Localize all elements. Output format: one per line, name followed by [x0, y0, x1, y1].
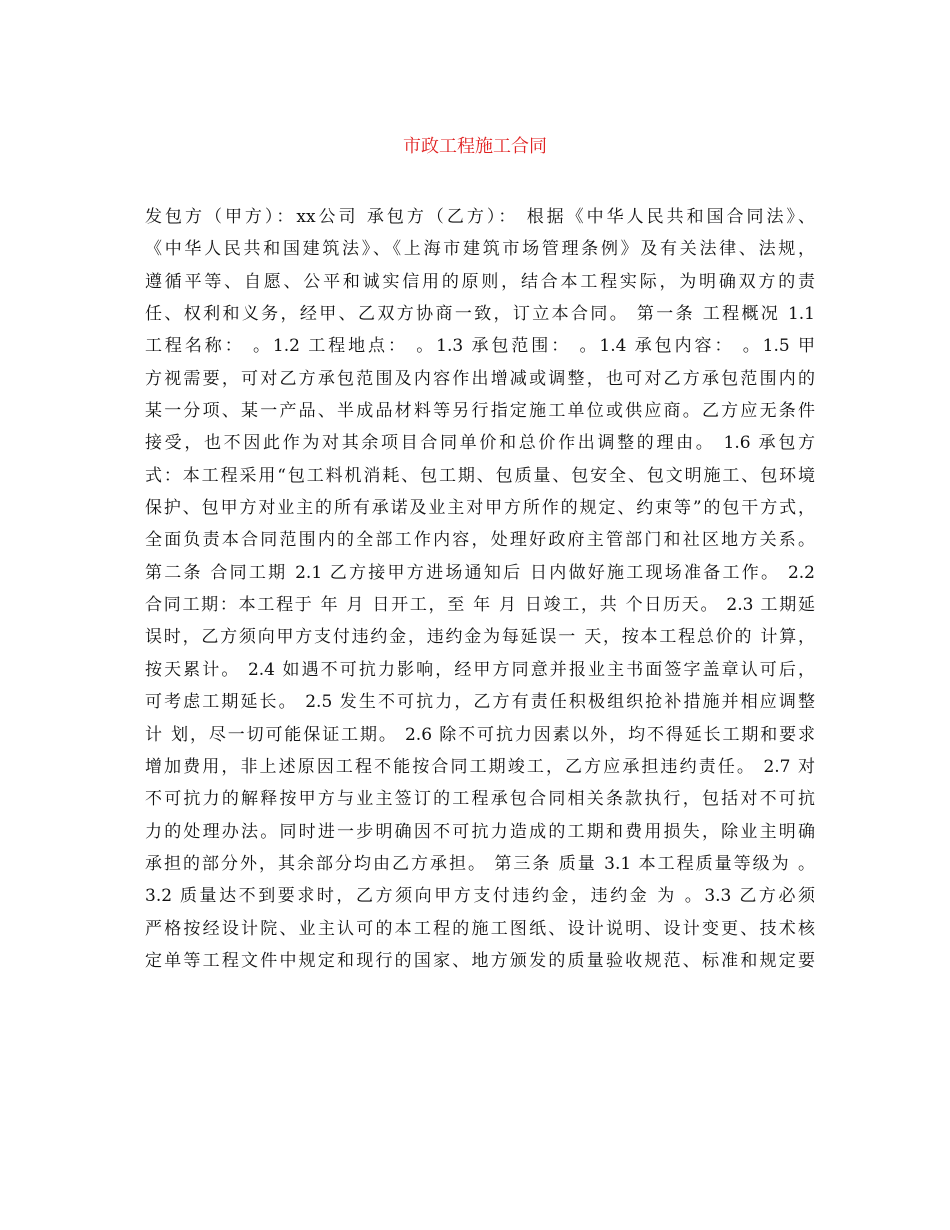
body-line: 任、权利和义务，经甲、乙双方协商一致，订立本合同。 第一条 工程概况 1.1 — [145, 304, 815, 325]
body-line: 按天累计。 2.4 如遇不可抗力影响，经甲方同意并报业主书面签字盖章认可后， — [145, 659, 815, 680]
body-line: 第二条 合同工期 2.1 乙方接甲方进场通知后 日内做好施工现场准备工作。 2.2 — [145, 562, 815, 583]
body-line: 不可抗力的解释按甲方与业主签订的工程承包合同相关条款执行，包括对不可抗 — [145, 789, 815, 810]
body-line: 《中华人民共和国建筑法》、《上海市建筑市场管理条例》及有关法律、法规， — [145, 239, 815, 260]
body-line: 3.2 质量达不到要求时，乙方须向甲方支付违约金，违约金 为 。3.3 乙方必须 — [145, 886, 815, 907]
body-line: 发包方（甲方）：xx公司 承包方（乙方）： 根据《中华人民共和国合同法》、 — [145, 207, 815, 227]
body-line: 定单等工程文件中规定和现行的国家、地方颁发的质量验收规范、标准和规定要 — [145, 950, 815, 971]
body-line: 方视需要，可对乙方承包范围及内容作出增减或调整，也可对乙方承包范围内的 — [145, 368, 815, 389]
body-line: 工程名称： 。1.2 工程地点： 。1.3 承包范围： 。1.4 承包内容： 。1.5 甲 — [145, 336, 815, 357]
body-line: 误时，乙方须向甲方支付违约金，违约金为每延误一 天，按本工程总价的 计算， — [145, 627, 815, 648]
body-line: 增加费用，非上述原因工程不能按合同工期竣工，乙方应承担违约责任。 2.7 对 — [145, 756, 815, 777]
contract-body — [145, 201, 815, 977]
body-line: 接受，也不因此作为对其余项目合同单价和总价作出调整的理由。 1.6 承包方 — [145, 433, 815, 454]
body-line: 计 划，尽一切可能保证工期。 2.6 除不可抗力因素以外，均不得延长工期和要求 — [145, 724, 815, 745]
body-line: 严格按经设计院、业主认可的本工程的施工图纸、设计说明、设计变更、技术核 — [145, 918, 815, 939]
body-line: 合同工期：本工程于 年 月 日开工，至 年 月 日竣工，共 个日历天。 2.3 工期延 — [145, 595, 815, 616]
document-title: 市政工程施工合同 — [403, 136, 547, 157]
body-line: 式：本工程采用“包工料机消耗、包工期、包质量、包安全、包文明施工、包环境 — [145, 465, 815, 486]
body-line: 全面负责本合同范围内的全部工作内容，处理好政府主管部门和社区地方关系。 — [145, 530, 815, 551]
body-line: 保护、包甲方对业主的所有承诺及业主对甲方所作的规定、约束等”的包干方式， — [145, 498, 815, 519]
body-line: 可考虑工期延长。 2.5 发生不可抗力，乙方有责任积极组织抢补措施并相应调整 — [145, 692, 815, 713]
body-line: 遵循平等、自愿、公平和诚实信用的原则，结合本工程实际，为明确双方的责 — [145, 271, 815, 292]
body-line: 某一分项、某一产品、半成品材料等另行指定施工单位或供应商。乙方应无条件 — [145, 401, 815, 422]
body-line: 承担的部分外，其余部分均由乙方承担。 第三条 质量 3.1 本工程质量等级为 。 — [145, 853, 815, 874]
body-line: 力的处理办法。同时进一步明确因不可抗力造成的工期和费用损失，除业主明确 — [145, 821, 815, 842]
